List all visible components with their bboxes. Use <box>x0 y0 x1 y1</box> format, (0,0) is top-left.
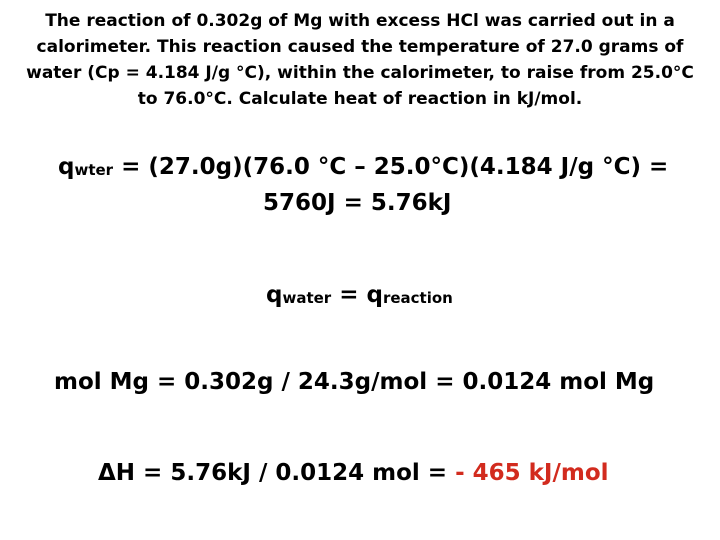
delta-h-equation <box>98 460 609 486</box>
problem-line-2: calorimeter. This reaction caused the temperature of 27.0 grams of <box>36 37 684 57</box>
q-water-symbol: q <box>266 282 283 308</box>
q-water-expression: = (27.0g)(76.0 °C – 25.0°C)(4.184 J/g °C) = <box>113 154 669 180</box>
heat-equality-equation <box>266 282 453 308</box>
q-symbol: q <box>58 154 75 180</box>
equals-sign: = <box>331 282 367 308</box>
delta-h-expression: ΔH = 5.76kJ / 0.0124 mol = <box>98 460 456 486</box>
q-water-equation-line-1 <box>58 150 698 186</box>
q-reaction-subscript: reaction <box>382 289 453 307</box>
problem-line-1: The reaction of 0.302g of Mg with excess HCl was carried out in a <box>45 11 675 31</box>
q-subscript: wter <box>74 161 114 179</box>
q-water-result: 5760J = 5.76kJ <box>263 190 452 216</box>
problem-line-4: to 76.0°C. Calculate heat of reaction in kJ/mol. <box>137 89 583 109</box>
problem-statement <box>10 8 710 112</box>
q-reaction-symbol: q <box>366 282 383 308</box>
q-water-subscript: water <box>282 289 332 307</box>
delta-h-answer: - 465 kJ/mol <box>455 460 609 486</box>
moles-equation: mol Mg = 0.302g / 24.3g/mol = 0.0124 mol Mg <box>54 369 655 395</box>
q-water-equation <box>58 150 698 220</box>
problem-line-3: water (Cp = 4.184 J/g °C), within the calorimeter, to raise from 25.0°C <box>26 63 694 83</box>
